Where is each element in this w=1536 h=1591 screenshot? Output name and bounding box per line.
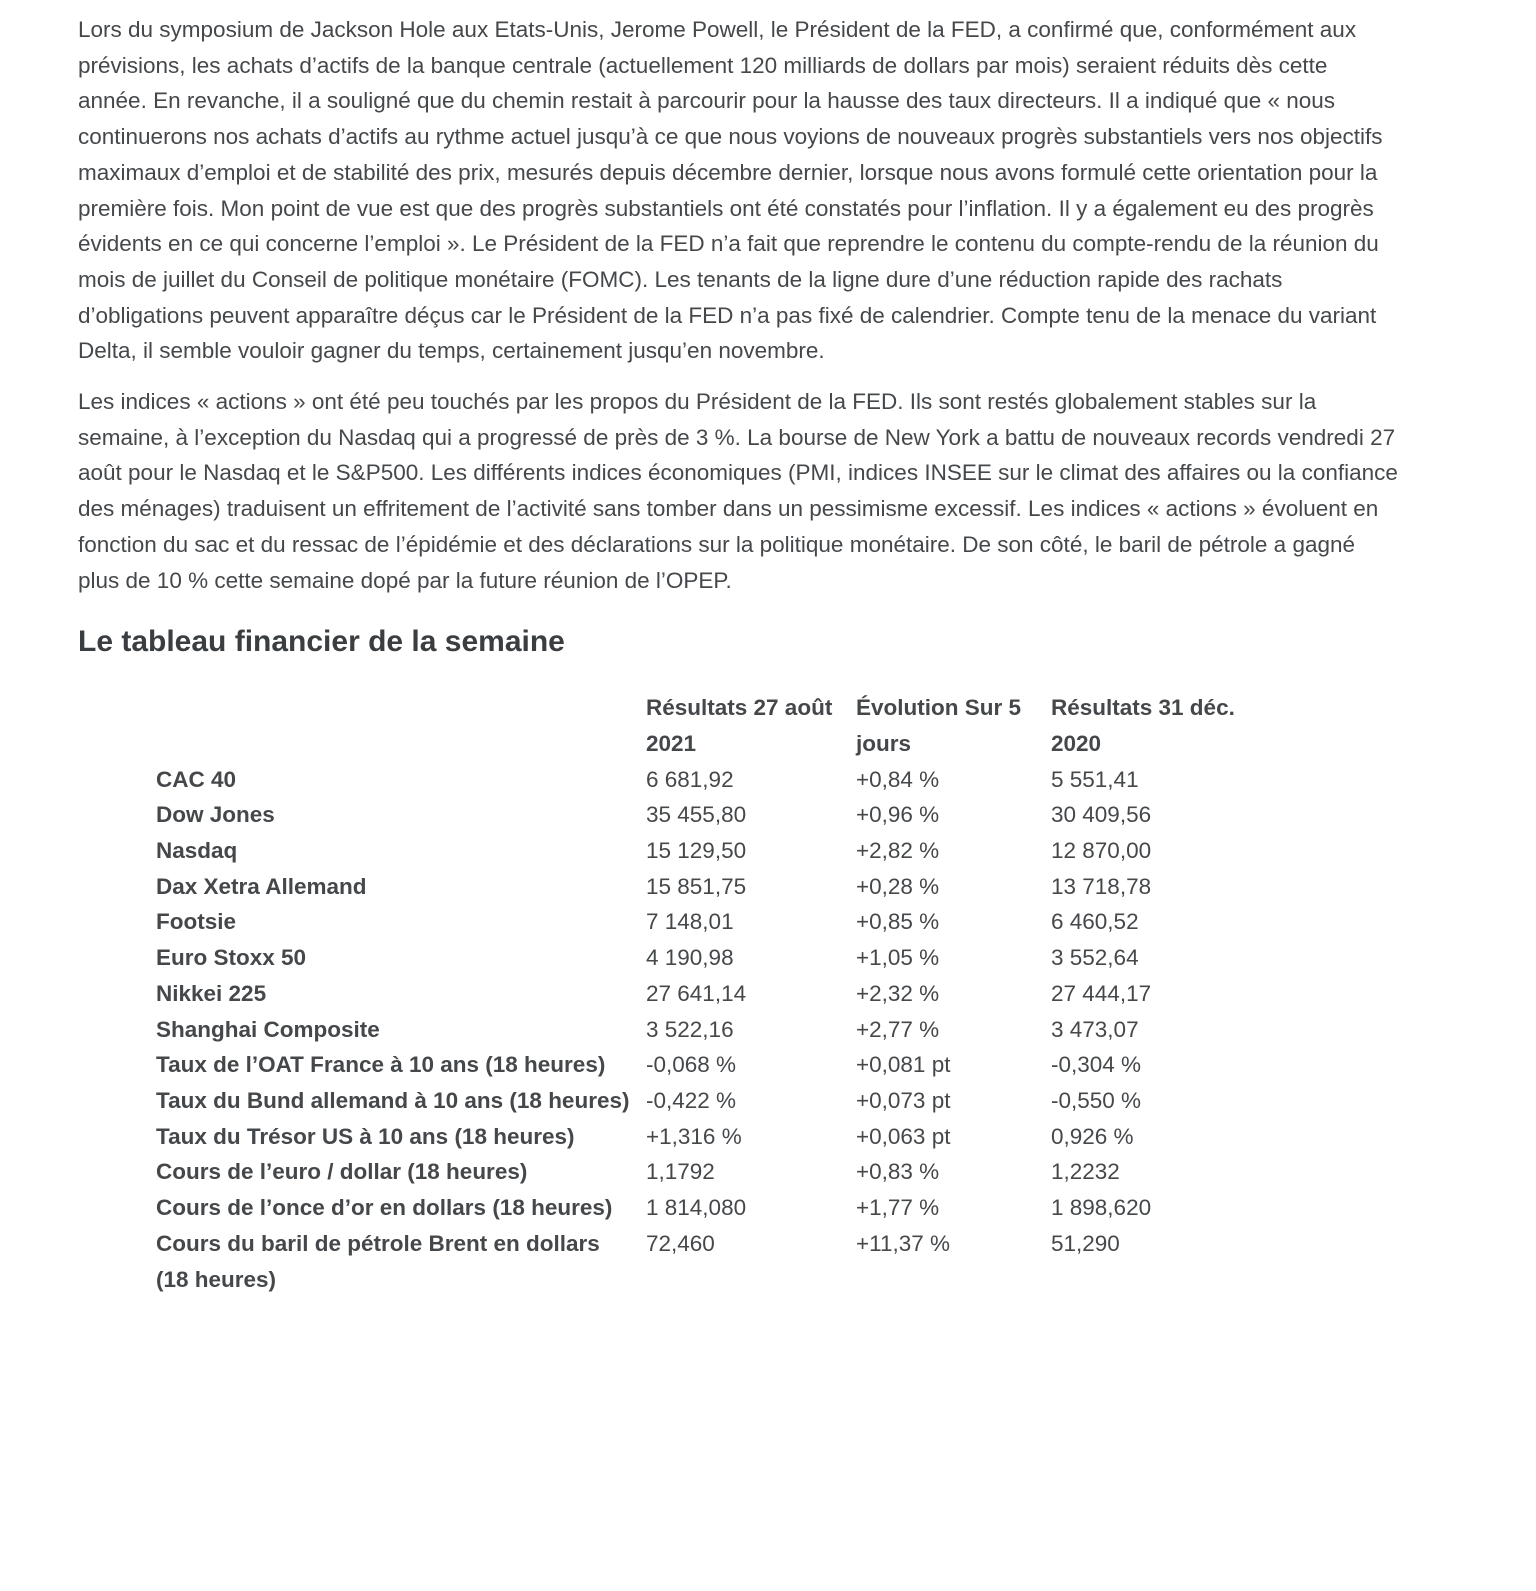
cell-resultats-27-aout: -0,068 %	[646, 1052, 737, 1078]
cell-evolution: +11,37 %	[856, 1230, 951, 1256]
cell-evolution: +2,82 %	[856, 838, 940, 864]
table-header-row	[156, 690, 1398, 761]
cell-resultats-27-aout: -0,422 %	[646, 1087, 737, 1113]
cell-resultats-27-aout: 7 148,01	[646, 909, 734, 935]
cell-evolution: +2,77 %	[856, 1016, 940, 1042]
row-label: Cours du baril de pétrole Brent en dollars (18 heures)	[156, 1230, 600, 1292]
row-label: Nikkei 225	[156, 980, 267, 1006]
cell-resultats-31-dec: 1,2232	[1051, 1159, 1120, 1185]
table-row-shanghai-composite	[156, 1012, 1398, 1048]
table-row-cac40	[156, 762, 1398, 798]
cell-resultats-27-aout: 72,460	[646, 1230, 715, 1256]
cell-evolution: +0,081 pt	[856, 1052, 951, 1078]
cell-evolution: +1,77 %	[856, 1195, 940, 1221]
cell-evolution: +0,84 %	[856, 766, 940, 792]
row-label: Euro Stoxx 50	[156, 945, 307, 971]
table-row-nikkei-225	[156, 976, 1398, 1012]
table-row-once-or	[156, 1190, 1398, 1226]
cell-resultats-27-aout: 1,1792	[646, 1159, 715, 1185]
row-label: Cours de l’once d’or en dollars (18 heures)	[156, 1195, 613, 1221]
cell-evolution: +2,32 %	[856, 980, 940, 1006]
row-label: Cours de l’euro / dollar (18 heures)	[156, 1159, 528, 1185]
cell-evolution: +1,05 %	[856, 945, 940, 971]
row-label: Footsie	[156, 909, 237, 935]
cell-resultats-27-aout: 3 522,16	[646, 1016, 734, 1042]
table-row-dax	[156, 869, 1398, 905]
cell-evolution: +0,073 pt	[856, 1087, 951, 1113]
cell-resultats-27-aout: 1 814,080	[646, 1195, 747, 1221]
cell-resultats-31-dec: 6 460,52	[1051, 909, 1139, 935]
row-label: Taux du Bund allemand à 10 ans (18 heures)	[156, 1087, 630, 1113]
cell-resultats-31-dec: -0,304 %	[1051, 1052, 1142, 1078]
table-row-taux-bund-allemand	[156, 1083, 1398, 1119]
table-header-empty	[156, 690, 646, 761]
cell-evolution: +0,063 pt	[856, 1123, 951, 1149]
cell-resultats-31-dec: 27 444,17	[1051, 980, 1152, 1006]
row-label: Taux de l’OAT France à 10 ans (18 heures)	[156, 1052, 606, 1078]
table-row-baril-brent	[156, 1226, 1398, 1297]
table-row-euro-dollar	[156, 1154, 1398, 1190]
cell-resultats-27-aout: 35 455,80	[646, 802, 747, 828]
cell-resultats-31-dec: 3 473,07	[1051, 1016, 1139, 1042]
section-heading-tableau-financier: Le tableau financier de la semaine	[78, 625, 565, 659]
cell-resultats-31-dec: 30 409,56	[1051, 802, 1152, 828]
table-header-evolution-5-jours: Évolution Sur 5 jours	[856, 695, 1022, 756]
cell-resultats-31-dec: 0,926 %	[1051, 1123, 1134, 1149]
row-label: Taux du Trésor US à 10 ans (18 heures)	[156, 1123, 575, 1149]
cell-resultats-27-aout: +1,316 %	[646, 1123, 742, 1149]
cell-resultats-31-dec: 3 552,64	[1051, 945, 1139, 971]
cell-resultats-31-dec: 1 898,620	[1051, 1195, 1152, 1221]
financial-table	[156, 690, 1398, 1297]
cell-evolution: +0,83 %	[856, 1159, 940, 1185]
table-row-footsie	[156, 904, 1398, 940]
paragraph-indices-actions: Les indices « actions » ont été peu touchés par les propos du Président de la FED. Ils sont restés globalement stables sur la semaine, à l’exception du Nasdaq qui a progressé de près de 3 %. La bourse de New York a battu de nouveaux records vendredi 27 août pour le Nasdaq et le S&P500. Les différents indices économiques (PMI, indices INSEE sur le climat des affaires ou la confiance des ménages) traduisent un effritement de l’activité sans tomber dans un pessimisme excessif. Les indices « actions » évoluent en fonction du sac et du ressac de l’épidémie et des déclarations sur la politique monétaire. De son côté, le baril de pétrole a gagné plus de 10 % cette semaine dopé par la future réunion de l’OPEP.	[78, 389, 1398, 593]
paragraph-jackson-hole: Lors du symposium de Jackson Hole aux Etats-Unis, Jerome Powell, le Président de la FED, a confirmé que, conformément aux prévisions, les achats d’actifs de la banque centrale (actuellement 120 milliards de dollars par mois) seraient réduits dès cette année. En revanche, il a souligné que du chemin restait à parcourir pour la hausse des taux directeurs. Il a indiqué que « nous continuerons nos achats d’actifs au rythme actuel jusqu’à ce que nous voyions de nouveaux progrès substantiels vers nos objectifs maximaux d’emploi et de stabilité des prix, mesurés depuis décembre dernier, lorsque nous avons formulé cette orientation pour la première fois. Mon point de vue est que des progrès substantiels ont été constatés pour l’inflation. Il y a également eu des progrès évidents en ce qui concerne l’emploi ». Le Président de la FED n’a fait que reprendre le contenu du compte-rendu de la réunion du mois de juillet du Conseil de politique monétaire (FOMC). Les tenants de la ligne dure d’une réduction rapide des rachats d’obligations peuvent apparaître déçus car le Président de la FED n’a pas fixé de calendrier. Compte tenu de la menace du variant Delta, il semble vouloir gagner du temps, certainement jusqu’en novembre.	[78, 17, 1383, 364]
cell-evolution: +0,85 %	[856, 909, 940, 935]
cell-resultats-27-aout: 6 681,92	[646, 766, 734, 792]
row-label: Dax Xetra Allemand	[156, 873, 367, 899]
row-label: Dow Jones	[156, 802, 275, 828]
cell-evolution: +0,28 %	[856, 873, 940, 899]
article-content	[78, 12, 1398, 1297]
row-label: Shanghai Composite	[156, 1016, 380, 1042]
cell-evolution: +0,96 %	[856, 802, 940, 828]
cell-resultats-27-aout: 27 641,14	[646, 980, 747, 1006]
row-label: Nasdaq	[156, 838, 238, 864]
table-row-taux-tresor-us	[156, 1119, 1398, 1155]
table-header-resultats-31-dec: Résultats 31 déc. 2020	[1051, 695, 1235, 756]
table-row-dow-jones	[156, 797, 1398, 833]
cell-resultats-31-dec: 13 718,78	[1051, 873, 1152, 899]
row-label: CAC 40	[156, 766, 237, 792]
cell-resultats-31-dec: 5 551,41	[1051, 766, 1139, 792]
cell-resultats-31-dec: 12 870,00	[1051, 838, 1152, 864]
cell-resultats-31-dec: -0,550 %	[1051, 1087, 1142, 1113]
table-row-taux-oat-france	[156, 1047, 1398, 1083]
cell-resultats-27-aout: 15 851,75	[646, 873, 747, 899]
cell-resultats-27-aout: 15 129,50	[646, 838, 747, 864]
table-row-nasdaq	[156, 833, 1398, 869]
cell-resultats-31-dec: 51,290	[1051, 1230, 1120, 1256]
table-header-resultats-27-aout: Résultats 27 août 2021	[646, 695, 833, 756]
table-row-euro-stoxx-50	[156, 940, 1398, 976]
cell-resultats-27-aout: 4 190,98	[646, 945, 734, 971]
